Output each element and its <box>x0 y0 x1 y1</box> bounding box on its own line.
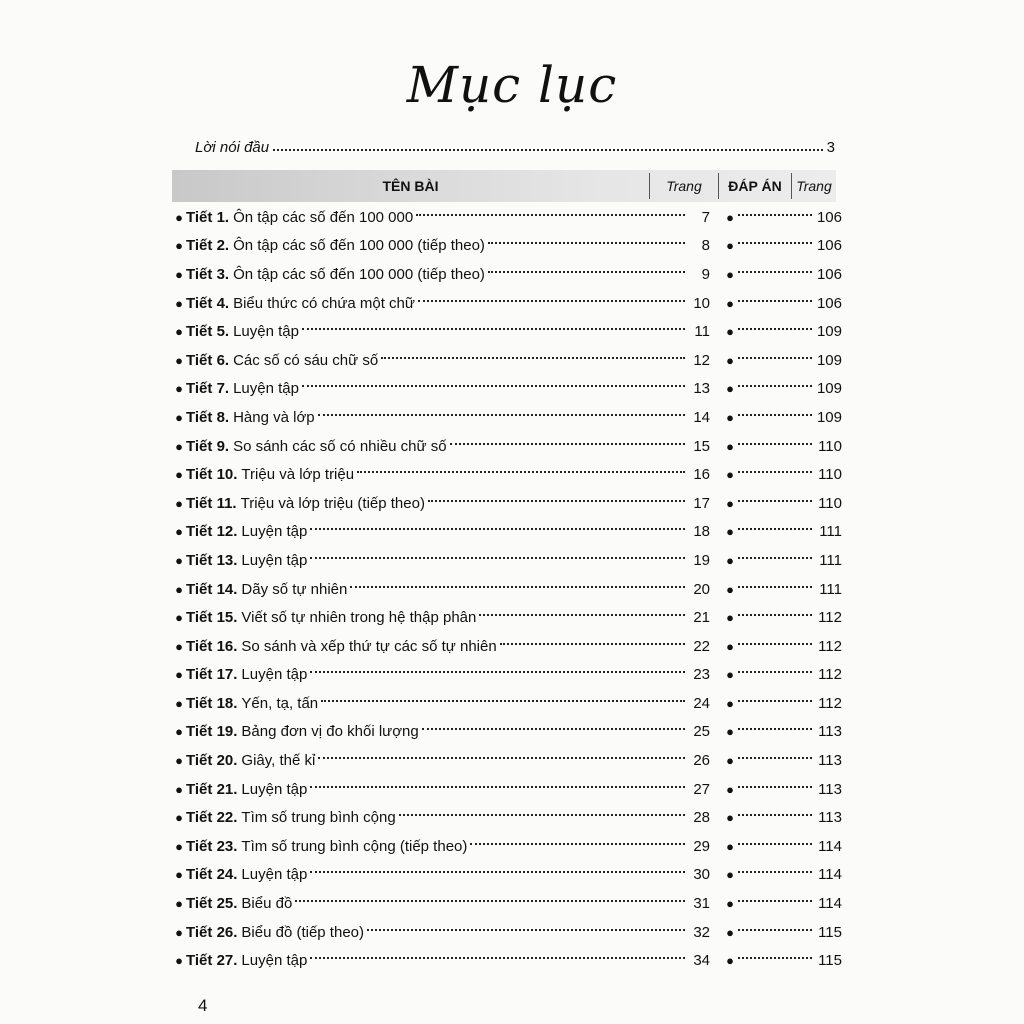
toc-entry[interactable] <box>172 518 842 547</box>
dot-leader <box>738 471 812 473</box>
lesson-title: Giây, thế kỉ <box>241 752 316 770</box>
lesson-page: 34 <box>693 952 710 970</box>
dot-leader <box>318 757 685 759</box>
bullet-icon: ● <box>175 552 183 568</box>
answer-page: 114 <box>818 837 842 855</box>
page-title: Mục lục <box>406 56 618 114</box>
lesson-number: Tiết 9 <box>186 437 225 455</box>
answer-bullet-icon: ● <box>726 896 734 912</box>
bullet-icon: ● <box>175 953 183 969</box>
lesson-number: Tiết 21 <box>186 780 234 798</box>
lesson-page: 28 <box>693 809 710 827</box>
dot-leader <box>310 871 685 873</box>
lesson-number: Tiết 18 <box>186 694 234 712</box>
lesson-page: 17 <box>693 494 710 512</box>
lesson-title: Ôn tập các số đến 100 000 (tiếp theo) <box>233 265 485 283</box>
toc-entry[interactable] <box>172 718 842 747</box>
dot-leader <box>738 929 812 931</box>
bullet-icon: ● <box>175 781 183 797</box>
dot-leader <box>422 728 685 730</box>
lesson-page: 29 <box>693 837 710 855</box>
lesson-separator: . <box>233 780 238 798</box>
lesson-title: Luyện tập <box>241 666 308 684</box>
lesson-page: 21 <box>693 609 710 627</box>
lesson-separator: . <box>233 666 238 684</box>
lesson-page: 11 <box>694 323 710 341</box>
lesson-separator: . <box>233 551 238 569</box>
lesson-separator: . <box>233 523 238 541</box>
toc-entry[interactable] <box>172 232 842 261</box>
dot-leader <box>738 871 812 873</box>
answer-bullet-icon: ● <box>726 524 734 540</box>
lesson-number: Tiết 26 <box>186 923 234 941</box>
lesson-number: Tiết 27 <box>186 952 234 970</box>
answer-page: 112 <box>818 666 842 684</box>
bullet-icon: ● <box>175 381 183 397</box>
answer-page: 106 <box>816 208 842 226</box>
dot-leader <box>738 242 812 244</box>
lesson-page: 12 <box>693 351 710 369</box>
dot-leader <box>738 728 812 730</box>
lesson-title: Triệu và lớp triệu <box>241 466 355 484</box>
lesson-title: Tìm số trung bình cộng <box>241 809 396 827</box>
lesson-title: Luyện tập <box>241 551 308 569</box>
lesson-page: 31 <box>693 895 710 913</box>
lesson-separator: . <box>233 923 238 941</box>
lesson-title: Biểu đồ <box>241 895 293 913</box>
dot-leader <box>738 528 812 530</box>
answer-bullet-icon: ● <box>726 552 734 568</box>
toc-entry[interactable] <box>172 546 842 575</box>
preface-label: Lời nói đầu <box>195 139 270 156</box>
dot-leader <box>738 385 812 387</box>
dot-leader <box>418 300 685 302</box>
toc-entry[interactable] <box>172 775 842 804</box>
lesson-separator: . <box>232 494 237 512</box>
lesson-number: Tiết 13 <box>186 551 234 569</box>
toc-entry[interactable] <box>172 632 842 661</box>
dot-leader <box>310 528 685 530</box>
lesson-separator: . <box>233 580 238 598</box>
lesson-title: Các số có sáu chữ số <box>233 351 379 369</box>
dot-leader <box>350 586 685 588</box>
answer-page: 113 <box>818 752 842 770</box>
dot-leader <box>302 328 685 330</box>
lesson-number: Tiết 25 <box>186 895 234 913</box>
answer-bullet-icon: ● <box>726 781 734 797</box>
bullet-icon: ● <box>175 524 183 540</box>
dot-leader <box>321 700 685 702</box>
lesson-page: 7 <box>701 208 710 226</box>
lesson-number: Tiết 6 <box>186 351 225 369</box>
lesson-title: Ôn tập các số đến 100 000 (tiếp theo) <box>233 237 485 255</box>
answer-bullet-icon: ● <box>726 581 734 597</box>
answer-page: 110 <box>818 437 842 455</box>
bullet-icon: ● <box>175 581 183 597</box>
toc-list <box>172 203 842 975</box>
lesson-separator: . <box>233 866 238 884</box>
lesson-number: Tiết 22 <box>186 809 234 827</box>
toc-entry[interactable] <box>172 346 842 375</box>
answer-page: 110 <box>818 466 842 484</box>
dot-leader <box>738 357 812 359</box>
bullet-icon: ● <box>175 896 183 912</box>
dot-leader <box>738 328 812 330</box>
answer-bullet-icon: ● <box>726 209 734 225</box>
answer-page: 109 <box>816 323 842 341</box>
lesson-separator: . <box>233 466 238 484</box>
lesson-separator: . <box>233 694 238 712</box>
answer-bullet-icon: ● <box>726 409 734 425</box>
answer-bullet-icon: ● <box>726 352 734 368</box>
answer-bullet-icon: ● <box>726 638 734 654</box>
answer-page: 109 <box>816 408 842 426</box>
bullet-icon: ● <box>175 610 183 626</box>
answer-bullet-icon: ● <box>726 324 734 340</box>
bullet-icon: ● <box>175 266 183 282</box>
dot-leader <box>479 614 685 616</box>
bullet-icon: ● <box>175 724 183 740</box>
answer-bullet-icon: ● <box>726 266 734 282</box>
bullet-icon: ● <box>175 495 183 511</box>
lesson-title: Luyện tập <box>241 952 308 970</box>
lesson-title: Triệu và lớp triệu (tiếp theo) <box>240 494 425 512</box>
lesson-title: Biểu đồ (tiếp theo) <box>241 923 364 941</box>
answer-bullet-icon: ● <box>726 610 734 626</box>
lesson-page: 20 <box>693 580 710 598</box>
lesson-page: 26 <box>693 752 710 770</box>
lesson-title: Luyện tập <box>233 380 299 398</box>
lesson-title: Tìm số trung bình cộng (tiếp theo) <box>241 837 468 855</box>
toc-entry[interactable] <box>172 946 842 975</box>
bullet-icon: ● <box>175 867 183 883</box>
dot-leader <box>738 443 812 445</box>
dot-leader <box>738 500 812 502</box>
answer-bullet-icon: ● <box>726 667 734 683</box>
dot-leader <box>738 643 812 645</box>
bullet-icon: ● <box>175 295 183 311</box>
toc-entry[interactable] <box>172 260 842 289</box>
bullet-icon: ● <box>175 638 183 654</box>
dot-leader <box>310 671 685 673</box>
lesson-title: Bảng đơn vị đo khối lượng <box>241 723 419 741</box>
dot-leader <box>318 414 685 416</box>
answer-bullet-icon: ● <box>726 838 734 854</box>
toc-entry[interactable] <box>172 460 842 489</box>
answer-bullet-icon: ● <box>726 295 734 311</box>
dot-leader <box>738 614 812 616</box>
lesson-number: Tiết 1 <box>186 208 225 226</box>
dot-leader <box>310 786 685 788</box>
lesson-title: Biểu thức có chứa một chữ <box>233 294 415 312</box>
toc-entry[interactable] <box>172 375 842 404</box>
toc-entry[interactable] <box>172 861 842 890</box>
dot-leader <box>738 814 812 816</box>
answer-page: 113 <box>818 809 842 827</box>
lesson-separator: . <box>224 323 230 341</box>
lesson-page: 25 <box>693 723 710 741</box>
bullet-icon: ● <box>175 924 183 940</box>
lesson-number: Tiết 24 <box>186 866 234 884</box>
lesson-title: Yến, tạ, tấn <box>241 694 319 712</box>
toc-entry[interactable] <box>172 603 842 632</box>
bullet-icon: ● <box>175 467 183 483</box>
lesson-title: So sánh các số có nhiều chữ số <box>233 437 447 455</box>
answer-page: 111 <box>819 551 842 569</box>
lesson-number: Tiết 3 <box>186 265 225 283</box>
answer-page: 111 <box>819 580 842 598</box>
answer-page: 109 <box>816 351 842 369</box>
answer-page: 113 <box>818 780 842 798</box>
lesson-page: 32 <box>693 923 710 941</box>
toc-entry[interactable] <box>172 489 842 518</box>
lesson-number: Tiết 7 <box>186 380 225 398</box>
lesson-page: 9 <box>701 265 710 283</box>
bullet-icon: ● <box>175 667 183 683</box>
dot-leader <box>357 471 685 473</box>
lesson-number: Tiết 12 <box>186 523 234 541</box>
toc-entry[interactable] <box>172 889 842 918</box>
toc-entry[interactable] <box>172 403 842 432</box>
lesson-page: 23 <box>693 666 710 684</box>
lesson-title: Luyện tập <box>241 866 308 884</box>
lesson-page: 8 <box>701 237 710 255</box>
dot-leader <box>428 500 685 502</box>
toc-entry[interactable] <box>172 661 842 690</box>
lesson-separator: . <box>233 752 238 770</box>
dot-leader <box>273 149 823 151</box>
lesson-title: Luyện tập <box>241 780 308 798</box>
lesson-number: Tiết 20 <box>186 752 234 770</box>
lesson-number: Tiết 10 <box>186 466 234 484</box>
dot-leader <box>488 242 685 244</box>
page-number: 4 <box>198 996 208 1015</box>
answer-page: 110 <box>818 494 842 512</box>
answer-page: 111 <box>819 523 842 541</box>
lesson-number: Tiết 5 <box>186 323 225 341</box>
answer-bullet-icon: ● <box>726 495 734 511</box>
lesson-title: Hàng và lớp <box>233 408 315 426</box>
lesson-title: Dãy số tự nhiên <box>241 580 348 598</box>
dot-leader <box>738 586 812 588</box>
dot-leader <box>488 271 685 273</box>
dot-leader <box>310 557 685 559</box>
preface-page: 3 <box>826 139 835 156</box>
toc-entry[interactable] <box>172 832 842 861</box>
lesson-separator: . <box>224 437 230 455</box>
dot-leader <box>738 414 812 416</box>
dot-leader <box>450 443 685 445</box>
lesson-separator: . <box>224 351 230 369</box>
lesson-separator: . <box>224 208 230 226</box>
header-trang: Trang <box>666 178 702 194</box>
lesson-separator: . <box>224 237 230 255</box>
answer-bullet-icon: ● <box>726 953 734 969</box>
dot-leader <box>738 957 812 959</box>
dot-leader <box>738 900 812 902</box>
answer-page: 106 <box>816 237 842 255</box>
dot-leader <box>738 700 812 702</box>
dot-leader <box>738 271 812 273</box>
lesson-separator: . <box>233 609 238 627</box>
bullet-icon: ● <box>175 838 183 854</box>
dot-leader <box>738 214 812 216</box>
bullet-icon: ● <box>175 352 183 368</box>
lesson-title: Luyện tập <box>233 323 299 341</box>
header-dap-an: ĐÁP ÁN <box>728 178 782 194</box>
answer-bullet-icon: ● <box>726 867 734 883</box>
answer-page: 114 <box>818 895 842 913</box>
lesson-separator: . <box>224 380 230 398</box>
answer-bullet-icon: ● <box>726 438 734 454</box>
header-trang-answer: Trang <box>796 178 832 194</box>
answer-bullet-icon: ● <box>726 924 734 940</box>
dot-leader <box>738 757 812 759</box>
lesson-page: 14 <box>693 408 710 426</box>
toc-entry[interactable] <box>172 203 842 232</box>
bullet-icon: ● <box>175 409 183 425</box>
answer-bullet-icon: ● <box>726 810 734 826</box>
lesson-number: Tiết 8 <box>186 408 225 426</box>
preface-entry[interactable] <box>195 132 835 156</box>
dot-leader <box>302 385 685 387</box>
lesson-page: 22 <box>693 637 710 655</box>
lesson-number: Tiết 4 <box>186 294 225 312</box>
table-header <box>172 170 836 202</box>
answer-page: 115 <box>818 923 842 941</box>
lesson-number: Tiết 14 <box>186 580 234 598</box>
dot-leader <box>470 843 685 845</box>
toc-entry[interactable] <box>172 289 842 318</box>
toc-entry[interactable] <box>172 317 842 346</box>
lesson-separator: . <box>224 408 230 426</box>
answer-page: 106 <box>816 265 842 283</box>
lesson-separator: . <box>233 952 238 970</box>
answer-page: 106 <box>816 294 842 312</box>
toc-entry[interactable] <box>172 746 842 775</box>
lesson-separator: . <box>233 637 238 655</box>
toc-entry[interactable] <box>172 432 842 461</box>
answer-page: 115 <box>818 952 842 970</box>
answer-page: 112 <box>818 609 842 627</box>
lesson-number: Tiết 19 <box>186 723 234 741</box>
dot-leader <box>381 357 685 359</box>
lesson-title: Viết số tự nhiên trong hệ thập phân <box>241 609 477 627</box>
lesson-separator: . <box>224 265 230 283</box>
toc-entry[interactable] <box>172 803 842 832</box>
header-ten-bai: TÊN BÀI <box>382 178 439 194</box>
answer-page: 109 <box>816 380 842 398</box>
lesson-separator: . <box>233 723 238 741</box>
lesson-page: 30 <box>693 866 710 884</box>
answer-bullet-icon: ● <box>726 381 734 397</box>
answer-bullet-icon: ● <box>726 238 734 254</box>
lesson-number: Tiết 17 <box>186 666 234 684</box>
dot-leader <box>738 786 812 788</box>
lesson-title: Luyện tập <box>241 523 308 541</box>
answer-page: 113 <box>818 723 842 741</box>
lesson-page: 27 <box>693 780 710 798</box>
lesson-page: 15 <box>693 437 710 455</box>
answer-bullet-icon: ● <box>726 753 734 769</box>
bullet-icon: ● <box>175 324 183 340</box>
lesson-separator: . <box>233 837 238 855</box>
answer-page: 114 <box>818 866 842 884</box>
lesson-page: 19 <box>693 551 710 569</box>
lesson-separator: . <box>233 895 238 913</box>
lesson-title: Ôn tập các số đến 100 000 <box>233 208 414 226</box>
answer-page: 112 <box>818 694 842 712</box>
dot-leader <box>738 557 812 559</box>
bullet-icon: ● <box>175 238 183 254</box>
dot-leader <box>500 643 685 645</box>
dot-leader <box>416 214 685 216</box>
bullet-icon: ● <box>175 438 183 454</box>
toc-entry[interactable] <box>172 575 842 604</box>
bullet-icon: ● <box>175 209 183 225</box>
bullet-icon: ● <box>175 810 183 826</box>
lesson-number: Tiết 23 <box>186 837 234 855</box>
bullet-icon: ● <box>175 753 183 769</box>
lesson-separator: . <box>233 809 238 827</box>
lesson-separator: . <box>224 294 230 312</box>
answer-bullet-icon: ● <box>726 724 734 740</box>
dot-leader <box>738 300 812 302</box>
lesson-page: 10 <box>693 294 710 312</box>
lesson-page: 24 <box>693 694 710 712</box>
answer-bullet-icon: ● <box>726 467 734 483</box>
lesson-number: Tiết 16 <box>186 637 234 655</box>
lesson-page: 13 <box>693 380 710 398</box>
answer-bullet-icon: ● <box>726 695 734 711</box>
toc-entry[interactable] <box>172 918 842 947</box>
lesson-page: 18 <box>693 523 710 541</box>
toc-entry[interactable] <box>172 689 842 718</box>
lesson-number: Tiết 2 <box>186 237 225 255</box>
lesson-page: 16 <box>693 466 710 484</box>
lesson-title: So sánh và xếp thứ tự các số tự nhiên <box>241 637 497 655</box>
lesson-number: Tiết 11 <box>186 494 233 512</box>
lesson-number: Tiết 15 <box>186 609 234 627</box>
dot-leader <box>295 900 685 902</box>
bullet-icon: ● <box>175 695 183 711</box>
dot-leader <box>738 671 812 673</box>
dot-leader <box>310 957 685 959</box>
dot-leader <box>367 929 685 931</box>
answer-page: 112 <box>818 637 842 655</box>
dot-leader <box>738 843 812 845</box>
dot-leader <box>399 814 685 816</box>
